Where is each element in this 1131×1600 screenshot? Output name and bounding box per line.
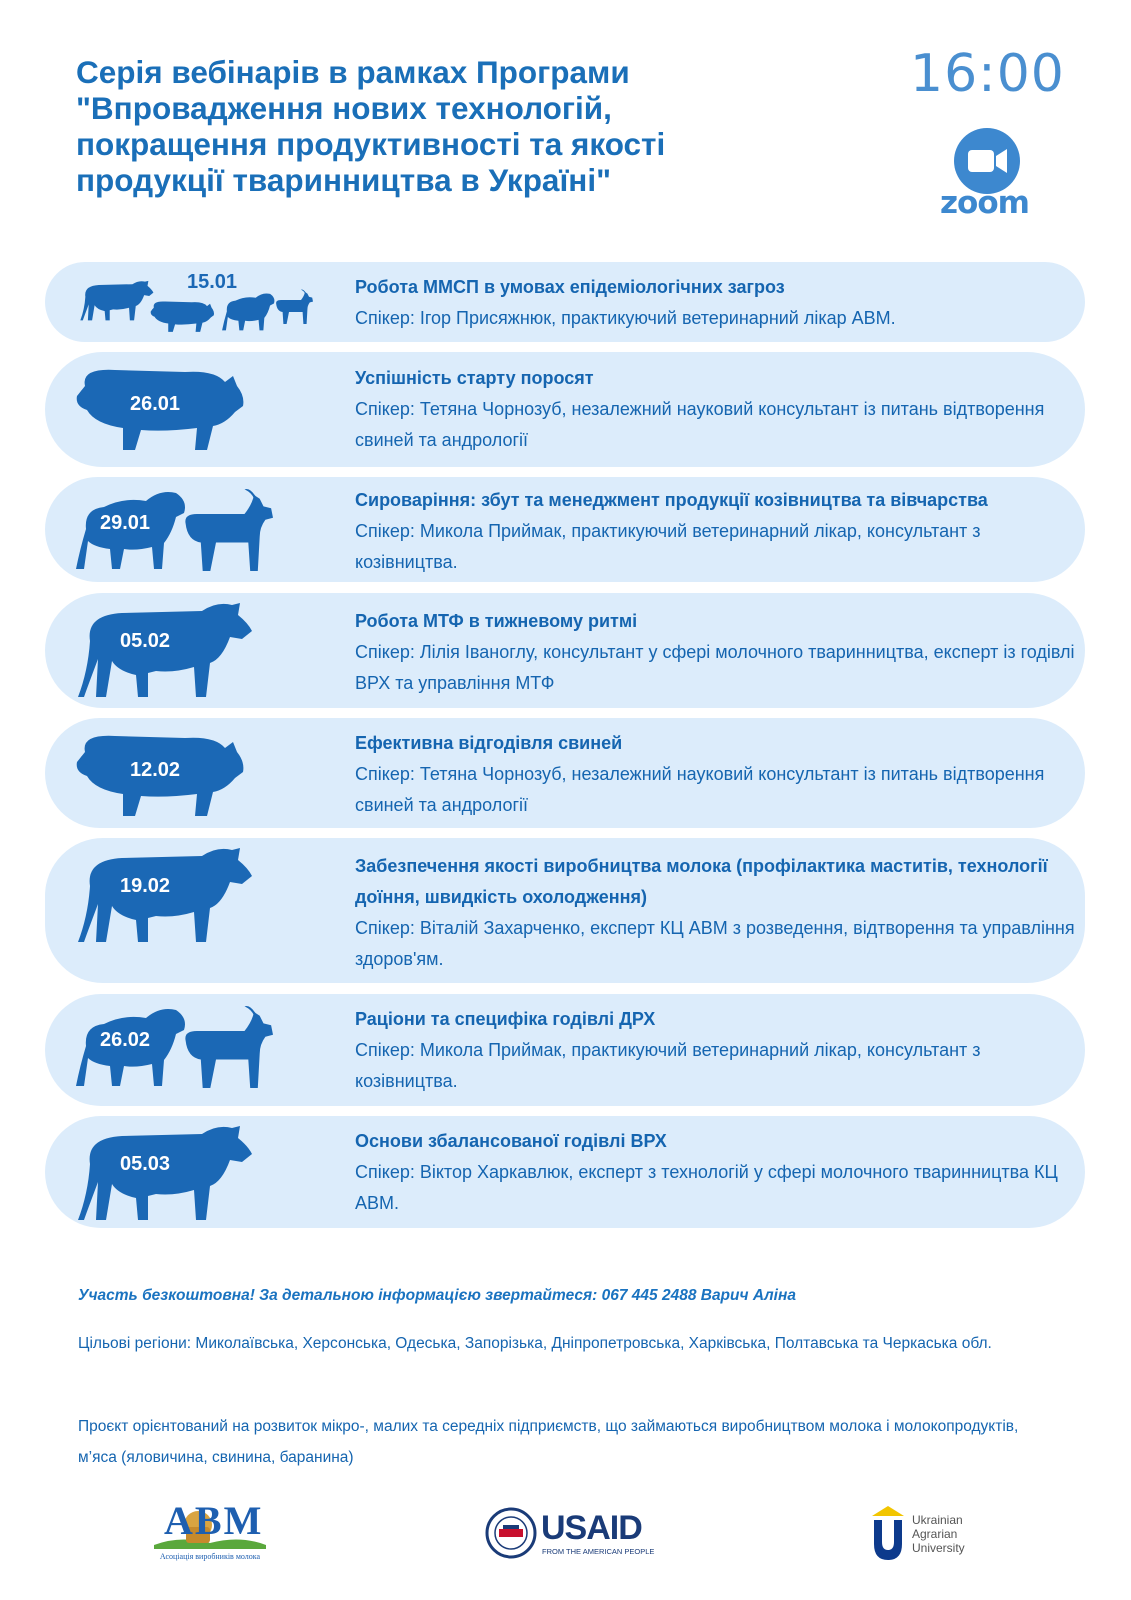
usaid-logo-tagline: FROM THE AMERICAN PEOPLE [542,1547,655,1556]
webinar-speaker: Спікер: Микола Приймак, практикуючий ветеринарний лікар, консультант з козівництва. [355,1040,981,1091]
webinar-date: 05.02 [119,630,171,652]
title-line-3: покращення продуктивності та якості [76,126,666,162]
usaid-logo-name: USAID [541,1509,642,1547]
webinar-time: 16:00 [910,44,1065,104]
animal-illustration [70,262,320,342]
title-line-2: "Впровадження нових технологій, [76,90,612,126]
webinar-card [45,1116,1085,1228]
webinar-title: Успішність старту поросят [355,368,594,388]
webinar-card [45,838,1085,983]
webinar-card [45,352,1085,467]
webinar-title: Основи збалансованої годівлі ВРХ [355,1131,667,1151]
webinar-title: Робота МТФ в тижневому ритмі [355,611,638,631]
avm-logo-caption: Асоціація виробників молока [159,1552,261,1561]
avm-logo-name: АВМ [164,1498,264,1543]
webinar-date: 26.01 [129,393,181,415]
webinar-card [45,262,1085,342]
uau-shield-icon [868,1506,908,1564]
usaid-logo [485,1507,655,1562]
webinar-card [45,718,1085,828]
webinar-speaker: Спікер: Тетяна Чорнозуб, незалежний науковий консультант із питань відтворення свиней та андрології [355,764,1045,815]
webinar-title: Раціони та специфіка годівлі ДРХ [355,1009,656,1029]
webinar-date: 19.02 [119,875,171,897]
webinar-date: 15.01 [186,271,238,293]
webinar-speaker: Спікер: Тетяна Чорнозуб, незалежний науковий консультант із питань відтворення свиней та андрології [355,399,1045,450]
avm-logo [150,1497,270,1567]
page-title [76,54,836,198]
webinar-speaker: Спікер: Микола Приймак, практикуючий ветеринарний лікар, консультант з козівництва. [355,521,981,572]
webinar-card [45,994,1085,1106]
animal-illustration [70,352,320,467]
uau-logo [868,1506,988,1566]
title-line-1: Серія вебінарів в рамках Програми [76,54,630,90]
pig-icon [151,301,214,331]
project-description: Проєкт орієнтований на розвиток мікро-, малих та середніх підприємств, що займаються виробництвом молока і молокопродуктів, м’яса (яловичина, свинина, баранина) [78,1418,1019,1466]
webinar-title: Сироваріння: збут та менеджмент продукції козівництва та вівчарства [355,490,988,510]
sheep-icon [222,293,274,330]
webinar-date: 26.02 [99,1029,151,1051]
goat-icon [276,289,313,324]
animal-illustration [70,838,320,983]
cow-icon [80,281,153,320]
contact-info: Участь безкоштовна! За детальною інформацією звертайтеся: 067 445 2488 Варич Аліна [78,1287,796,1304]
webinar-title: Ефективна відгодівля свиней [355,733,623,753]
webinar-date: 29.01 [99,512,151,534]
animal-illustration [70,1116,320,1228]
goat-icon [185,1006,273,1088]
webinar-card [45,593,1085,708]
uau-logo-line1: Ukrainian [912,1513,963,1527]
webinar-speaker: Спікер: Віктор Харкавлюк, експерт з технологій у сфері молочного тваринництва КЦ АВМ. [355,1162,1058,1213]
uau-logo-line3: University [912,1541,965,1555]
animal-illustration [70,718,320,828]
webinar-date: 12.02 [129,759,181,781]
target-regions: Цільові регіони: Миколаївська, Херсонська, Одеська, Запорізька, Дніпропетровська, Харківська, Полтавська та Черкаська обл. [78,1335,992,1352]
webinar-speaker: Спікер: Віталій Захарченко, експерт КЦ АВМ з розведення, відтворення та управління здоров'ям. [355,918,1075,969]
webinar-card [45,477,1085,582]
title-line-4: продукції тваринництва в Україні" [76,162,612,198]
zoom-logo-text: zoom [940,185,1029,221]
webinar-speaker: Спікер: Ігор Присяжнюк, практикуючий ветеринарний лікар АВМ. [355,308,896,328]
webinar-speaker: Спікер: Лілія Іваноглу, консультант у сфері молочного тваринництва, експерт із годівлі ВРХ та управління МТФ [355,642,1075,693]
animal-illustration [70,477,320,582]
animal-illustration [70,593,320,708]
webinar-date: 05.03 [119,1153,171,1175]
goat-icon [185,489,273,571]
webinar-title: Забезпечення якості виробництва молока (профілактика маститів, технології доїння, швидкість охолодження) [355,856,1048,907]
webinar-title: Робота ММСП в умовах епідеміологічних загроз [355,277,785,297]
usaid-seal-icon [485,1507,537,1559]
uau-logo-line2: Agrarian [912,1527,958,1541]
animal-illustration [70,994,320,1106]
